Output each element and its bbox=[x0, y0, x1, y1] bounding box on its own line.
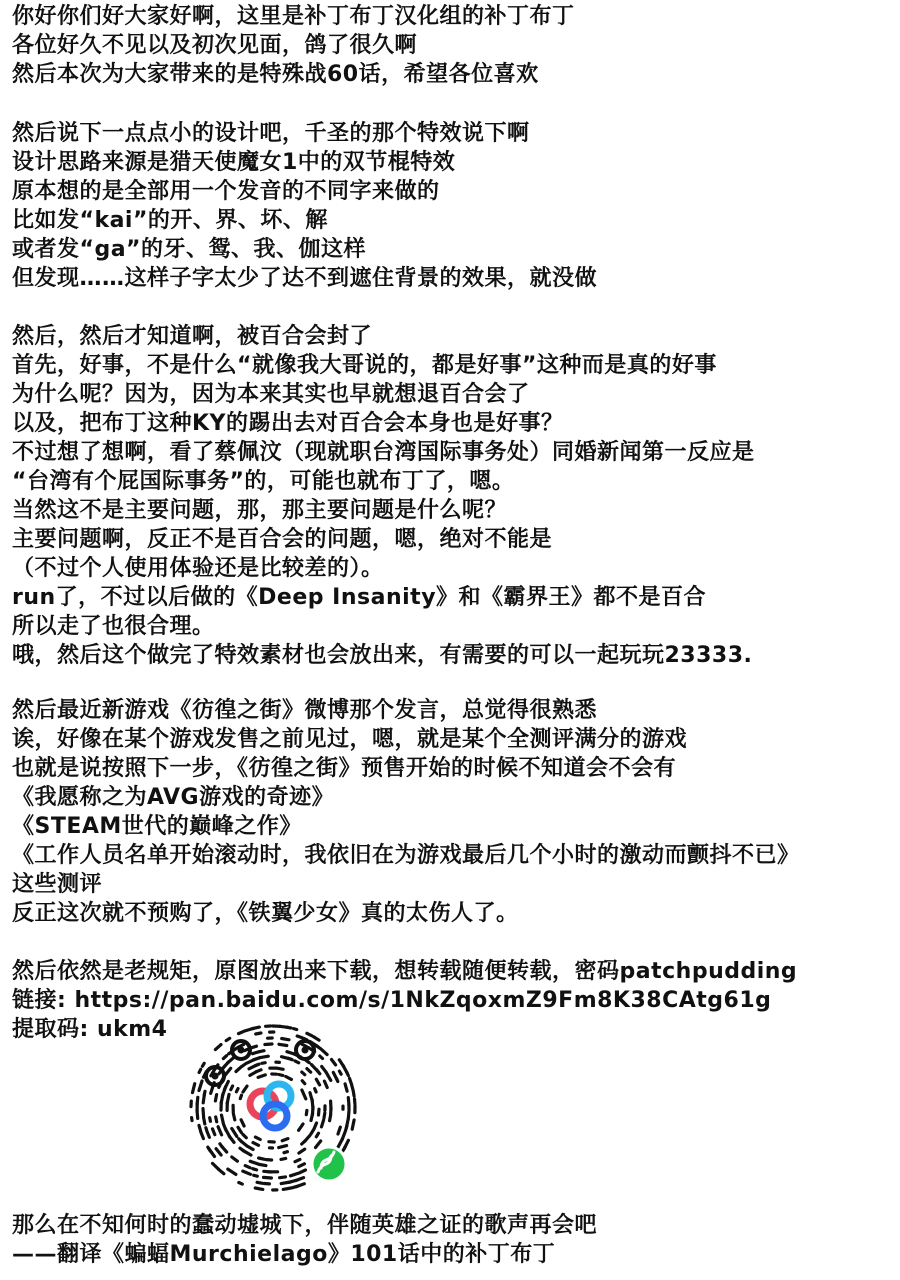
text-line: 不过想了想啊，看了蔡佩汶（现就职台湾国际事务处）同婚新闻第一反应是 bbox=[12, 440, 755, 465]
text-line: 但发现……这样子字太少了达不到遮住背景的效果，就没做 bbox=[12, 266, 598, 291]
text-line: 然后本次为大家带来的是特殊战60话，希望各位喜欢 bbox=[12, 62, 539, 87]
game-review-paragraph bbox=[12, 696, 892, 928]
baidu-netdisk-logo-icon bbox=[243, 1078, 303, 1138]
text-line: run了，不过以后做的《Deep Insanity》和《霸界王》都不是百合 bbox=[12, 585, 707, 610]
download-link[interactable]: 链接: https://pan.baidu.com/s/1NkZqoxmZ9Fm8K38CAtg61g bbox=[12, 988, 772, 1013]
text-line: 原本想的是全部用一个发音的不同字来做的 bbox=[12, 179, 440, 204]
text-line: 《我愿称之为AVG游戏的奇迹》 bbox=[12, 785, 335, 810]
text-line: 诶，好像在某个游戏发售之前见过，嗯，就是某个全测评满分的游戏 bbox=[12, 727, 688, 752]
text-line: 然后说下一点点小的设计吧，千圣的那个特效说下啊 bbox=[12, 121, 530, 146]
text-line: 当然这不是主要问题，那，那主要问题是什么呢？ bbox=[12, 498, 508, 523]
text-line: 你好你们好大家好啊，这里是补丁布丁汉化组的补丁布丁 bbox=[12, 4, 575, 29]
signature-line: ——翻译《蝙蝠Murchielago》101话中的补丁布丁 bbox=[12, 1242, 556, 1267]
text-line: 也就是说按照下一步，《彷徨之街》预售开始的时候不知道会不会有 bbox=[12, 756, 677, 781]
banned-paragraph bbox=[12, 322, 892, 670]
text-line: 然后依然是老规矩，原图放出来下载，想转载随便转载，密码patchpudding bbox=[12, 959, 798, 984]
closing-paragraph bbox=[12, 1211, 892, 1269]
text-line: 这些测评 bbox=[12, 872, 103, 897]
greeting-paragraph bbox=[12, 2, 892, 89]
text-line: 那么在不知何时的蠢动墟城下，伴随英雄之证的歌声再会吧 bbox=[12, 1213, 598, 1238]
mini-program-icon bbox=[312, 1147, 346, 1181]
text-line: 或者发“ga”的牙、鸳、我、伽这样 bbox=[12, 237, 367, 262]
text-line: 首先，好事，不是什么“就像我大哥说的，都是好事”这种而是真的好事 bbox=[12, 353, 717, 378]
text-line: 以及，把布丁这种KY的踢出去对百合会本身也是好事？ bbox=[12, 411, 564, 436]
text-line: 各位好久不见以及初次见面，鸽了很久啊 bbox=[12, 33, 418, 58]
text-line: “台湾有个屁国际事务”的，可能也就布丁了，嗯。 bbox=[12, 469, 515, 494]
text-line: 然后，然后才知道啊，被百合会封了 bbox=[12, 324, 373, 349]
text-line: 为什么呢？因为，因为本来其实也早就想退百合会了 bbox=[12, 382, 530, 407]
text-line: 主要问题啊，反正不是百合会的问题，嗯，绝对不能是 bbox=[12, 527, 553, 552]
text-line: 所以走了也很合理。 bbox=[12, 614, 215, 639]
text-line: 反正这次就不预购了，《铁翼少女》真的太伤人了。 bbox=[12, 901, 519, 926]
text-line: 比如发“kai”的开、界、坏、解 bbox=[12, 208, 328, 233]
text-line: 哦，然后这个做完了特效素材也会放出来，有需要的可以一起玩玩23333. bbox=[12, 643, 753, 668]
baidu-netdisk-qr-code[interactable] bbox=[183, 1018, 363, 1198]
text-line: 然后最近新游戏《彷徨之街》微博那个发言，总觉得很熟悉 bbox=[12, 698, 598, 723]
design-paragraph bbox=[12, 119, 892, 293]
text-line: （不过个人使用体验还是比较差的）。 bbox=[12, 556, 384, 581]
text-line: 《STEAM世代的巅峰之作》 bbox=[12, 814, 302, 839]
text-line: 设计思路来源是猎天使魔女1中的双节棍特效 bbox=[12, 150, 456, 175]
text-line: 《工作人员名单开始滚动时，我依旧在为游戏最后几个小时的激动而颤抖不已》 bbox=[12, 843, 800, 868]
extract-code: 提取码: ukm4 bbox=[12, 1017, 168, 1042]
download-paragraph bbox=[12, 957, 892, 1044]
